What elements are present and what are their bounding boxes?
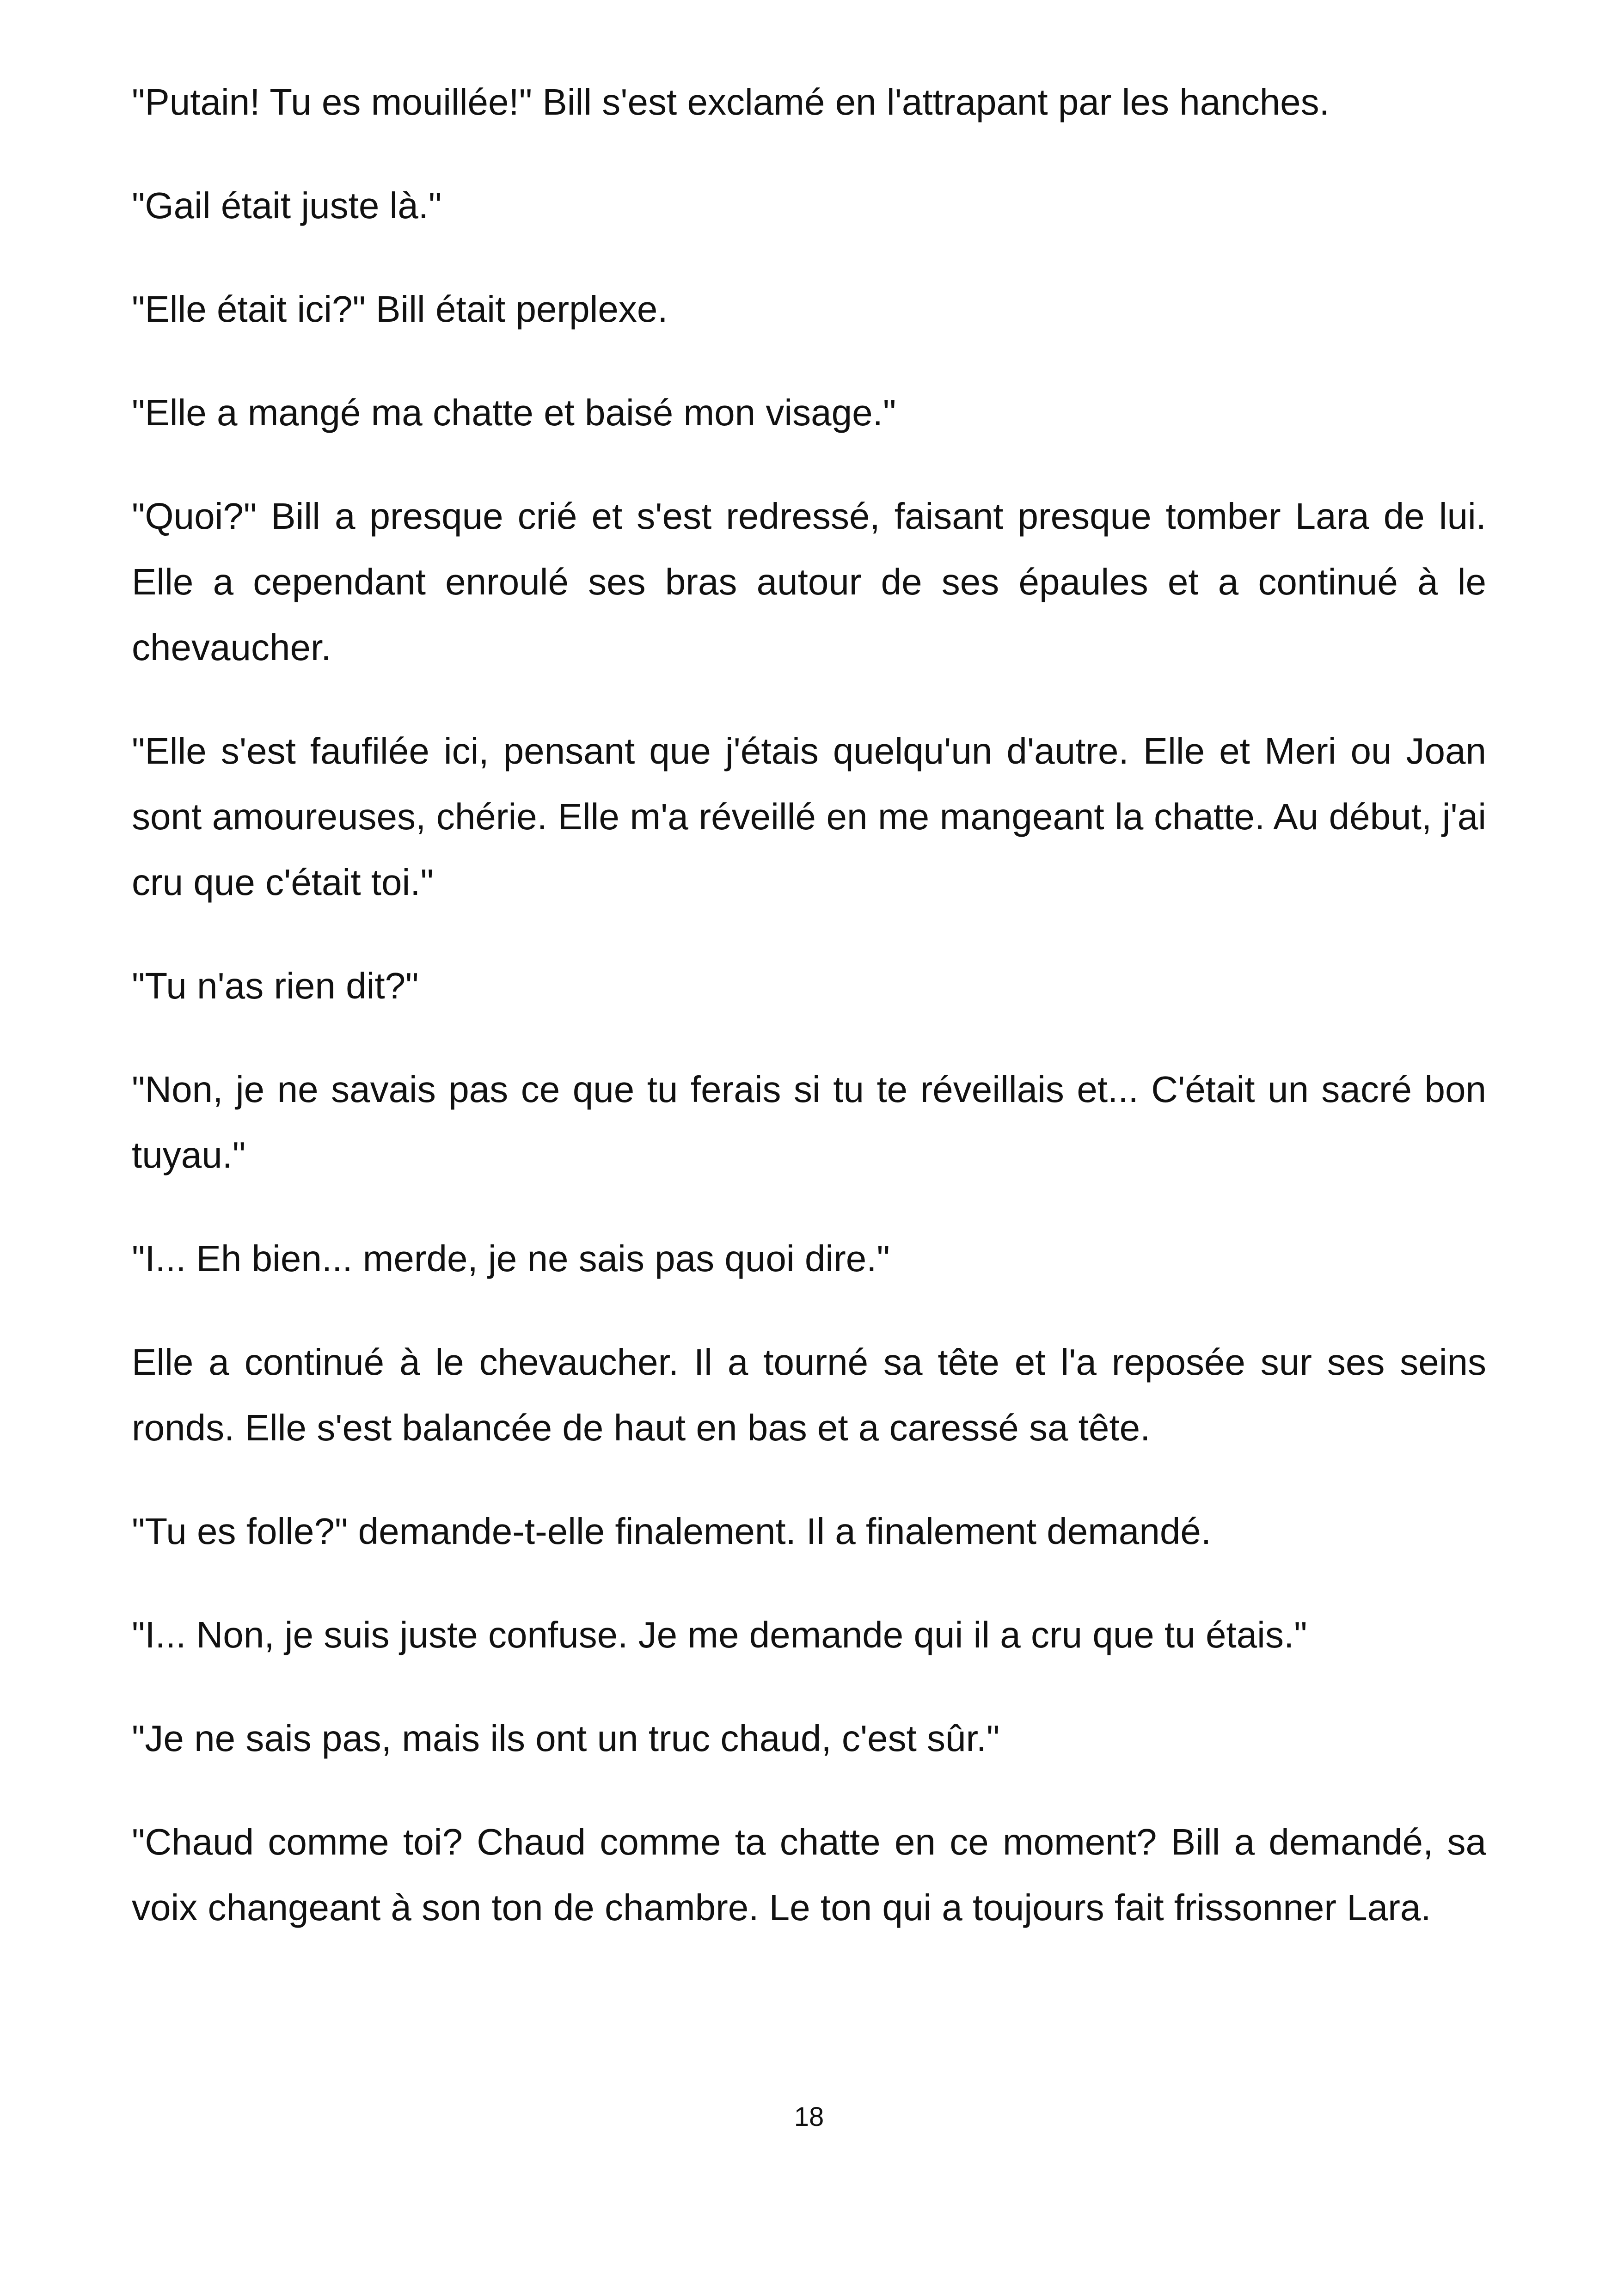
paragraph: "Putain! Tu es mouillée!" Bill s'est exclamé en l'attrapant par les hanches. xyxy=(132,81,1330,122)
paragraph: "I... Eh bien... merde, je ne sais pas quoi dire." xyxy=(132,1238,890,1279)
paragraph: "Tu es folle?" demande-t-elle finalement. Il a finalement demandé. xyxy=(132,1511,1212,1552)
paragraph: "Chaud comme toi? Chaud comme ta chatte en ce moment? Bill a demandé, sa voix changeant à son ton de chambre. Le ton qui a toujours fait frissonner Lara. xyxy=(132,1821,1486,1928)
paragraph: "Tu n'as rien dit?" xyxy=(132,965,419,1006)
paragraph: "Elle était ici?" Bill était perplexe. xyxy=(132,288,668,330)
paragraph: "Gail était juste là." xyxy=(132,185,442,226)
page-number: 18 xyxy=(794,2102,824,2132)
paragraph: Elle a continué à le chevaucher. Il a tourné sa tête et l'a reposée sur ses seins ronds. Elle s'est balancée de haut en bas et a caressé sa tête. xyxy=(132,1341,1486,1448)
paragraph: "I... Non, je suis juste confuse. Je me demande qui il a cru que tu étais." xyxy=(132,1614,1307,1655)
paragraph: "Je ne sais pas, mais ils ont un truc chaud, c'est sûr." xyxy=(132,1718,1000,1759)
paragraph: "Elle a mangé ma chatte et baisé mon visage." xyxy=(132,392,896,433)
paragraph: "Quoi?" Bill a presque crié et s'est redressé, faisant presque tomber Lara de lui. Elle a cependant enroulé ses bras autour de ses épaules et a continué à le chevaucher. xyxy=(132,496,1486,668)
paragraph: "Elle s'est faufilée ici, pensant que j'étais quelqu'un d'autre. Elle et Meri ou Joan sont amoureuses, chérie. Elle m'a réveillé en me mangeant la chatte. Au début, j'ai cru que c'était toi." xyxy=(132,730,1486,903)
body-text xyxy=(132,69,1486,1978)
paragraph: "Non, je ne savais pas ce que tu ferais si tu te réveillais et... C'était un sacré bon tuyau." xyxy=(132,1069,1486,1176)
